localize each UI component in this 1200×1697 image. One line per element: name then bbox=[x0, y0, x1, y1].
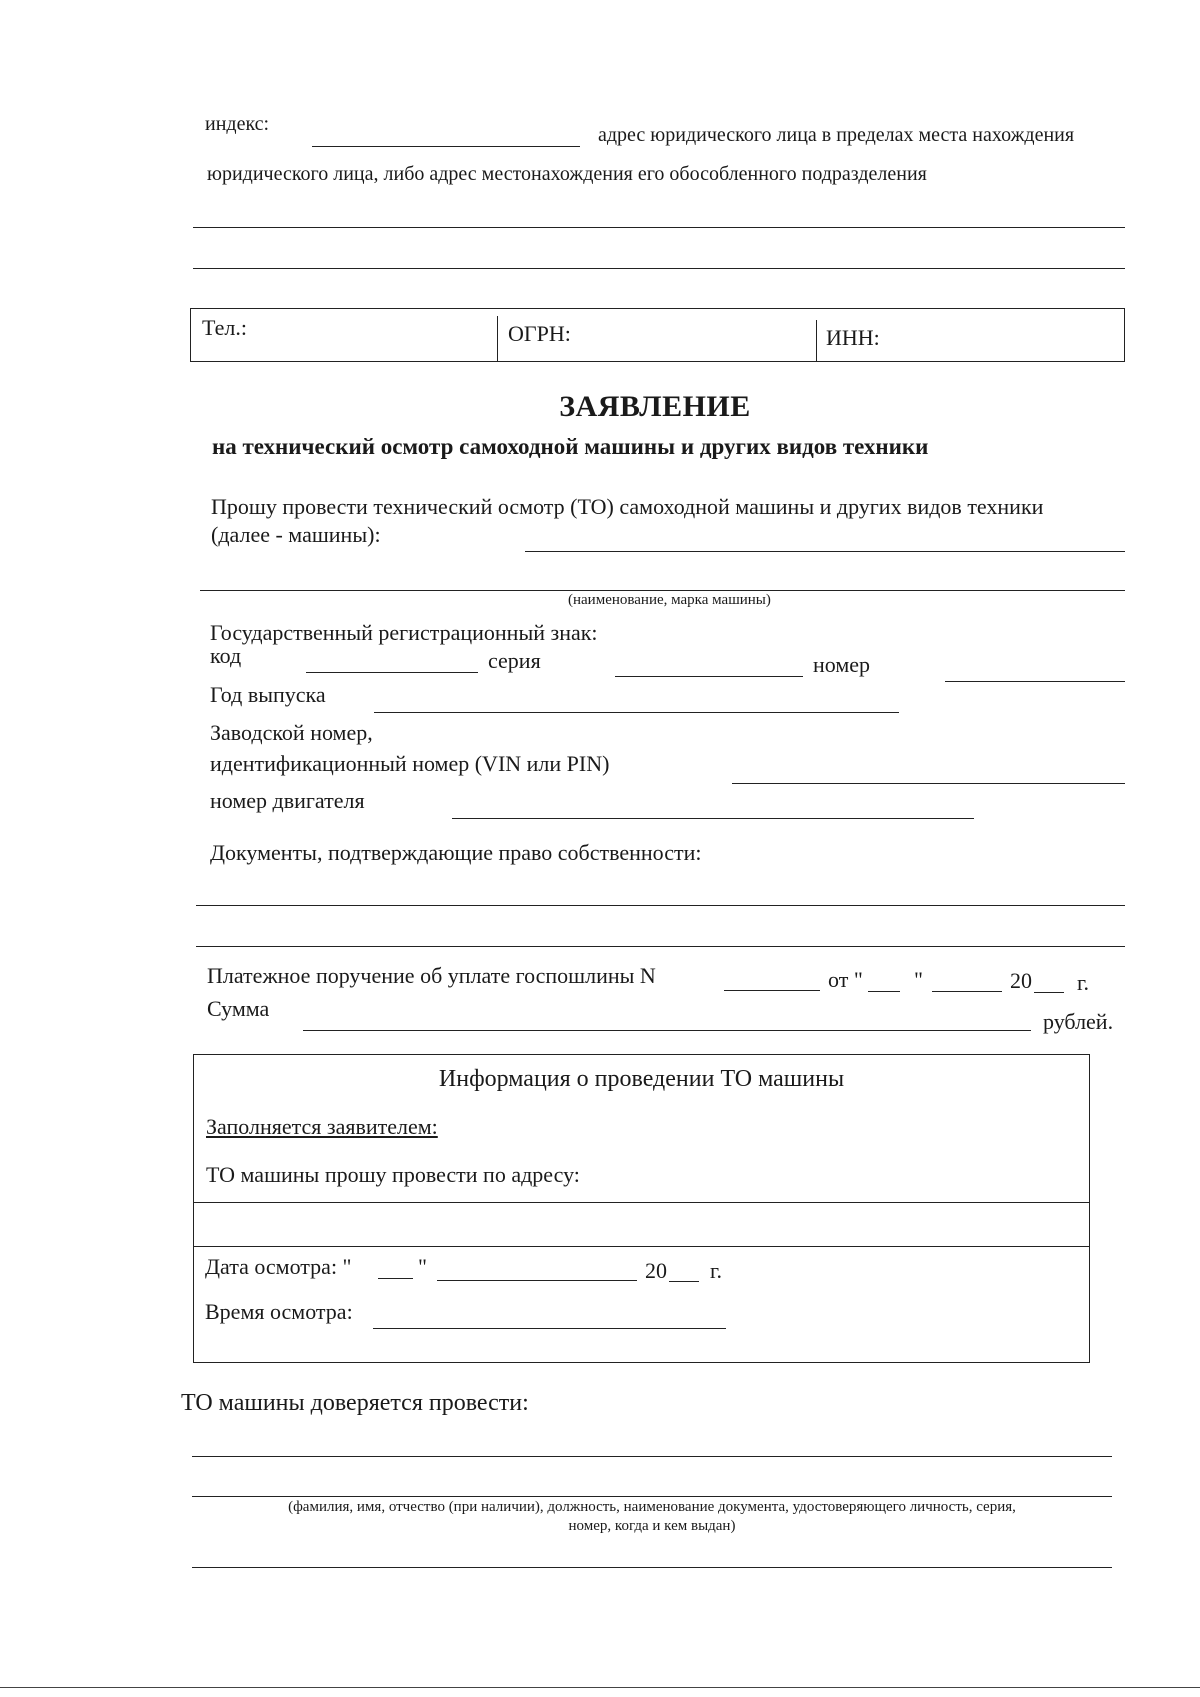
payment-year-suffix: г. bbox=[1077, 970, 1090, 995]
address-text-1: адрес юридического лица в пределах места нахождения bbox=[598, 124, 1075, 146]
vin-label: идентификационный номер (VIN или PIN) bbox=[210, 751, 610, 776]
series-field[interactable] bbox=[615, 676, 803, 677]
contacts-divider-1 bbox=[497, 316, 498, 362]
ownership-field-1[interactable] bbox=[196, 905, 1125, 906]
inn-label: ИНН: bbox=[826, 325, 880, 350]
series-label: серия bbox=[488, 648, 541, 673]
info-divider-2 bbox=[193, 1246, 1090, 1247]
payment-year-prefix: 20 bbox=[1010, 968, 1032, 993]
payment-day-field[interactable] bbox=[868, 991, 900, 992]
trust-caption-2: номер, когда и кем выдан) bbox=[568, 1518, 736, 1534]
trust-field-1[interactable] bbox=[192, 1456, 1112, 1457]
filled-by-label: Заполняется заявителем: bbox=[206, 1114, 438, 1139]
year-field[interactable] bbox=[374, 712, 899, 713]
ogrn-label: ОГРН: bbox=[508, 321, 571, 346]
address-line-1[interactable] bbox=[193, 227, 1125, 228]
index-label: индекс: bbox=[205, 113, 270, 135]
date-year-field[interactable] bbox=[669, 1281, 699, 1282]
year-label: Год выпуска bbox=[210, 682, 326, 707]
trust-field-2[interactable] bbox=[192, 1496, 1112, 1497]
request-text-1: Прошу провести технический осмотр (ТО) самоходной машины и других видов техники bbox=[211, 494, 1044, 519]
to-address-label: ТО машины прошу провести по адресу: bbox=[206, 1162, 580, 1187]
info-box-title: Информация о проведении ТО машины bbox=[438, 1066, 845, 1092]
document-title: ЗАЯВЛЕНИЕ bbox=[559, 390, 751, 423]
contacts-divider-2 bbox=[816, 320, 817, 362]
date-quote: " bbox=[418, 1254, 427, 1279]
payment-number-field[interactable] bbox=[724, 990, 820, 991]
date-day-field[interactable] bbox=[378, 1278, 413, 1279]
address-line-2[interactable] bbox=[193, 268, 1125, 269]
sum-field[interactable] bbox=[303, 1030, 1031, 1031]
number-field[interactable] bbox=[945, 681, 1125, 682]
machine-name-field-1[interactable] bbox=[525, 551, 1125, 552]
trust-caption-1: (фамилия, имя, отчество (при наличии), должность, наименование документа, удостоверяющего личность, серия, bbox=[288, 1499, 1016, 1515]
time-field[interactable] bbox=[373, 1328, 726, 1329]
machine-name-field-2[interactable] bbox=[200, 590, 1125, 591]
time-label: Время осмотра: bbox=[205, 1299, 353, 1324]
payment-from: от " bbox=[828, 967, 863, 992]
index-field[interactable] bbox=[312, 146, 580, 147]
date-label: Дата осмотра: " bbox=[205, 1254, 352, 1279]
ownership-label: Документы, подтверждающие право собственности: bbox=[210, 840, 702, 865]
machine-caption: (наименование, марка машины) bbox=[568, 592, 771, 608]
date-month-field[interactable] bbox=[437, 1280, 637, 1281]
code-field[interactable] bbox=[306, 672, 478, 673]
engine-label: номер двигателя bbox=[210, 788, 365, 813]
ownership-field-2[interactable] bbox=[196, 946, 1125, 947]
document-subtitle: на технический осмотр самоходной машины и других видов техники bbox=[212, 434, 929, 459]
factory-label: Заводской номер, bbox=[210, 720, 373, 745]
payment-year-field[interactable] bbox=[1034, 992, 1064, 993]
phone-label: Тел.: bbox=[202, 315, 247, 340]
payment-quote: " bbox=[914, 967, 923, 992]
to-address-field[interactable] bbox=[196, 1204, 1086, 1244]
reg-sign-label: Государственный регистрационный знак: bbox=[210, 620, 598, 645]
sum-unit: рублей. bbox=[1043, 1009, 1114, 1034]
scan-edge-line bbox=[0, 1687, 1200, 1688]
contacts-table bbox=[190, 308, 1125, 362]
payment-label: Платежное поручение об уплате госпошлины N bbox=[207, 963, 656, 988]
vin-field[interactable] bbox=[732, 783, 1125, 784]
code-label: код bbox=[210, 643, 242, 668]
number-label: номер bbox=[813, 652, 871, 677]
info-divider-1 bbox=[193, 1202, 1090, 1203]
date-year-suffix: г. bbox=[710, 1258, 723, 1283]
trust-label: ТО машины доверяется провести: bbox=[181, 1390, 529, 1416]
address-text-2: юридического лица, либо адрес местонахождения его обособленного подразделения bbox=[207, 163, 927, 185]
request-text-2: (далее - машины): bbox=[211, 522, 381, 547]
engine-field[interactable] bbox=[452, 818, 974, 819]
payment-month-field[interactable] bbox=[932, 991, 1002, 992]
sum-label: Сумма bbox=[207, 996, 270, 1021]
trust-field-3[interactable] bbox=[192, 1567, 1112, 1568]
date-year-prefix: 20 bbox=[645, 1258, 667, 1283]
